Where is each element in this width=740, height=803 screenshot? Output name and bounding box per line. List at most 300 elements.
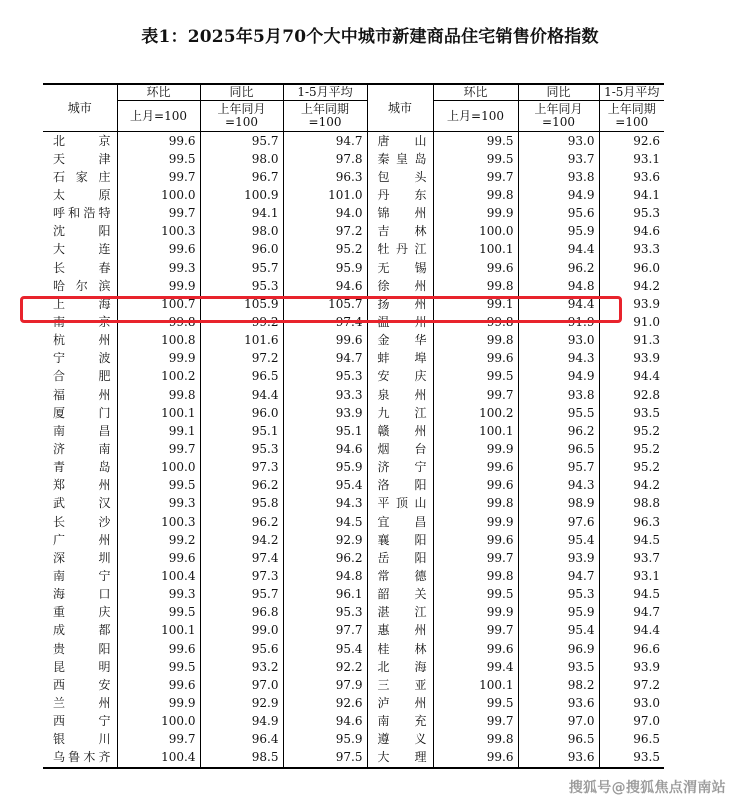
- table-row: [43, 368, 664, 386]
- index-cell: 92.6: [633, 133, 660, 148]
- city-cell: 湛江: [367, 604, 433, 622]
- index-cell: 97.0: [518, 713, 599, 731]
- index-cell: 97.2: [283, 223, 367, 241]
- index-cell: 100.0: [117, 459, 200, 477]
- index-cell: 99.5: [433, 132, 518, 151]
- index-cell: 95.8: [200, 495, 283, 513]
- index-cell: 95.9: [283, 459, 367, 477]
- index-cell: 99.3: [117, 586, 200, 604]
- index-cell: 99.6: [433, 350, 518, 368]
- index-cell: 99.4: [433, 658, 518, 676]
- index-cell: 93.9: [633, 351, 660, 366]
- index-cell: 98.0: [200, 150, 283, 168]
- index-cell: 99.9: [117, 694, 200, 712]
- city-cell: 赣州: [367, 422, 433, 440]
- city-cell: 宜昌: [367, 513, 433, 531]
- header-avg-base-2: 上年同期=100: [599, 101, 664, 132]
- index-cell: 99.8: [433, 277, 518, 295]
- table-row: [43, 259, 664, 277]
- index-cell: 97.2: [200, 350, 283, 368]
- index-cell: 100.8: [117, 332, 200, 350]
- index-cell: 94.5: [633, 587, 660, 602]
- index-cell: 99.7: [117, 168, 200, 186]
- header-yoy-base: 上年同月=100: [200, 101, 283, 132]
- city-cell: 天津: [43, 150, 117, 168]
- price-index-table: [43, 83, 664, 769]
- index-cell: 95.3: [633, 206, 660, 221]
- city-cell: 杭州: [43, 332, 117, 350]
- index-cell: 96.4: [200, 731, 283, 749]
- index-cell: 97.2: [633, 677, 660, 692]
- index-cell: 99.1: [433, 295, 518, 313]
- index-cell: 99.5: [433, 694, 518, 712]
- index-cell: 95.5: [518, 404, 599, 422]
- index-cell: 99.8: [117, 386, 200, 404]
- index-cell: 94.8: [518, 277, 599, 295]
- city-cell: 安庆: [367, 368, 433, 386]
- index-cell: 95.2: [633, 441, 660, 456]
- index-cell: 93.5: [599, 749, 664, 768]
- index-cell: 93.0: [518, 132, 599, 151]
- index-cell: 94.1: [633, 187, 660, 202]
- index-cell: 95.2: [283, 241, 367, 259]
- header-mom-2: 环比: [433, 84, 518, 101]
- index-cell: 97.6: [518, 513, 599, 531]
- index-cell: 95.4: [283, 477, 367, 495]
- index-cell: 94.2: [200, 531, 283, 549]
- city-cell: 洛阳: [367, 477, 433, 495]
- index-cell: 94.7: [283, 350, 367, 368]
- index-cell: 99.6: [283, 332, 367, 350]
- index-cell: 99.5: [117, 150, 200, 168]
- index-cell: 95.3: [518, 586, 599, 604]
- index-cell: 99.7: [433, 622, 518, 640]
- index-cell: 101.6: [200, 332, 283, 350]
- city-cell: 石家庄: [43, 168, 117, 186]
- index-cell: 99.0: [200, 622, 283, 640]
- table-row: [43, 459, 664, 477]
- city-cell: 九江: [367, 404, 433, 422]
- table-row: [43, 332, 664, 350]
- index-cell: 94.9: [518, 368, 599, 386]
- index-cell: 99.5: [117, 477, 200, 495]
- index-cell: 93.1: [633, 568, 660, 583]
- city-cell: 西安: [43, 676, 117, 694]
- index-cell: 105.9: [200, 295, 283, 313]
- index-cell: 93.3: [633, 242, 660, 257]
- city-cell: 三亚: [367, 676, 433, 694]
- index-cell: 93.9: [633, 296, 660, 311]
- index-cell: 99.5: [433, 150, 518, 168]
- index-cell: 96.2: [200, 513, 283, 531]
- index-cell: 99.8: [433, 495, 518, 513]
- city-cell: 福州: [43, 386, 117, 404]
- table-row: [43, 205, 664, 223]
- index-cell: 95.2: [633, 423, 660, 438]
- city-cell: 秦皇岛: [367, 150, 433, 168]
- index-cell: 94.8: [283, 567, 367, 585]
- index-cell: 95.1: [200, 422, 283, 440]
- index-cell: 99.5: [117, 604, 200, 622]
- index-cell: 99.6: [117, 676, 200, 694]
- index-cell: 99.9: [117, 350, 200, 368]
- index-cell: 99.8: [433, 731, 518, 749]
- index-cell: 100.4: [117, 567, 200, 585]
- table-row: [43, 513, 664, 531]
- index-cell: 96.5: [518, 440, 599, 458]
- header-yoy-base-2: 上年同月=100: [518, 101, 599, 132]
- city-cell: 大理: [367, 749, 433, 768]
- index-cell: 93.6: [518, 749, 599, 768]
- table-row: [43, 186, 664, 204]
- city-cell: 唐山: [367, 132, 433, 151]
- index-cell: 94.4: [518, 241, 599, 259]
- index-cell: 96.9: [518, 640, 599, 658]
- index-cell: 93.5: [633, 405, 660, 420]
- index-cell: 99.8: [433, 567, 518, 585]
- city-cell: 蚌埠: [367, 350, 433, 368]
- city-cell: 温州: [367, 313, 433, 331]
- index-cell: 100.7: [117, 295, 200, 313]
- index-cell: 94.3: [518, 477, 599, 495]
- city-cell: 太原: [43, 186, 117, 204]
- index-cell: 99.9: [433, 440, 518, 458]
- index-cell: 93.7: [633, 550, 660, 565]
- index-cell: 99.7: [117, 205, 200, 223]
- table-row: [43, 713, 664, 731]
- city-cell: 厦门: [43, 404, 117, 422]
- index-cell: 96.5: [633, 732, 660, 747]
- index-cell: 96.1: [283, 586, 367, 604]
- index-cell: 95.9: [283, 259, 367, 277]
- index-cell: 94.4: [518, 295, 599, 313]
- index-cell: 97.9: [283, 676, 367, 694]
- table-row: [43, 277, 664, 295]
- city-cell: 南充: [367, 713, 433, 731]
- index-cell: 93.6: [633, 169, 660, 184]
- index-cell: 99.9: [433, 513, 518, 531]
- index-cell: 92.6: [283, 694, 367, 712]
- index-cell: 100.0: [117, 713, 200, 731]
- index-cell: 99.9: [117, 277, 200, 295]
- index-cell: 94.1: [200, 205, 283, 223]
- index-cell: 97.8: [283, 150, 367, 168]
- index-cell: 96.2: [200, 477, 283, 495]
- index-cell: 99.9: [433, 604, 518, 622]
- table-row: [43, 440, 664, 458]
- index-cell: 95.4: [518, 622, 599, 640]
- index-cell: 98.2: [518, 676, 599, 694]
- index-cell: 99.6: [117, 241, 200, 259]
- city-cell: 北海: [367, 658, 433, 676]
- city-cell: 昆明: [43, 658, 117, 676]
- index-cell: 95.7: [518, 459, 599, 477]
- index-cell: 100.2: [433, 404, 518, 422]
- table-row: [43, 586, 664, 604]
- index-cell: 99.8: [433, 332, 518, 350]
- index-cell: 96.5: [200, 368, 283, 386]
- table-row: [43, 404, 664, 422]
- index-cell: 97.0: [633, 714, 660, 729]
- city-cell: 长沙: [43, 513, 117, 531]
- index-cell: 99.7: [117, 440, 200, 458]
- watermark: 搜狐号@搜狐焦点渭南站: [568, 780, 726, 796]
- index-cell: 100.1: [433, 241, 518, 259]
- index-cell: 99.2: [117, 531, 200, 549]
- table-row: [43, 350, 664, 368]
- index-cell: 95.9: [518, 223, 599, 241]
- index-cell: 100.1: [117, 622, 200, 640]
- index-cell: 94.4: [633, 369, 660, 384]
- table-body: [43, 132, 664, 768]
- index-cell: 100.4: [117, 749, 200, 768]
- city-cell: 呼和浩特: [43, 205, 117, 223]
- index-cell: 93.2: [200, 658, 283, 676]
- index-cell: 92.9: [200, 694, 283, 712]
- index-cell: 99.6: [433, 459, 518, 477]
- header-avg-base: 上年同期=100: [283, 101, 367, 132]
- index-cell: 94.6: [283, 440, 367, 458]
- index-cell: 93.0: [633, 695, 660, 710]
- index-cell: 94.6: [283, 713, 367, 731]
- index-cell: 94.4: [200, 386, 283, 404]
- header-yoy-2: 同比: [518, 84, 599, 101]
- table-row: [43, 150, 664, 168]
- table-row: [43, 549, 664, 567]
- index-cell: 92.8: [633, 387, 660, 402]
- city-cell: 韶关: [367, 586, 433, 604]
- table-row: [43, 731, 664, 749]
- index-cell: 96.2: [518, 422, 599, 440]
- table-row: [43, 694, 664, 712]
- table-title: 表1：2025年5月70个大中城市新建商品住宅销售价格指数: [141, 27, 599, 47]
- index-cell: 98.8: [633, 496, 660, 511]
- index-cell: 100.1: [433, 422, 518, 440]
- index-cell: 96.3: [633, 514, 660, 529]
- city-cell: 深圳: [43, 549, 117, 567]
- city-cell: 合肥: [43, 368, 117, 386]
- index-cell: 93.8: [518, 386, 599, 404]
- city-cell: 北京: [43, 132, 117, 151]
- index-cell: 98.5: [200, 749, 283, 768]
- index-cell: 93.8: [518, 168, 599, 186]
- index-cell: 94.6: [283, 277, 367, 295]
- index-cell: 96.6: [633, 641, 660, 656]
- city-cell: 成都: [43, 622, 117, 640]
- city-cell: 南昌: [43, 422, 117, 440]
- index-cell: 93.7: [518, 150, 599, 168]
- index-cell: 99.7: [433, 386, 518, 404]
- city-cell: 广州: [43, 531, 117, 549]
- index-cell: 94.7: [518, 567, 599, 585]
- city-cell: 长春: [43, 259, 117, 277]
- city-cell: 平顶山: [367, 495, 433, 513]
- index-cell: 96.0: [200, 404, 283, 422]
- index-cell: 97.3: [200, 567, 283, 585]
- table-row: [43, 622, 664, 640]
- index-cell: 100.9: [200, 186, 283, 204]
- index-cell: 95.7: [200, 132, 283, 151]
- city-cell: 哈尔滨: [43, 277, 117, 295]
- index-cell: 96.5: [518, 731, 599, 749]
- index-cell: 97.4: [283, 313, 367, 331]
- city-cell: 青岛: [43, 459, 117, 477]
- index-cell: 95.7: [200, 259, 283, 277]
- city-cell: 锦州: [367, 205, 433, 223]
- index-cell: 91.0: [633, 314, 660, 329]
- header-avg: 1-5月平均: [283, 84, 367, 101]
- table-row: [43, 477, 664, 495]
- index-cell: 99.2: [200, 313, 283, 331]
- index-cell: 95.3: [200, 277, 283, 295]
- index-cell: 99.6: [433, 531, 518, 549]
- index-cell: 99.3: [117, 495, 200, 513]
- table-row: [43, 495, 664, 513]
- table-row: [43, 386, 664, 404]
- index-cell: 94.3: [283, 495, 367, 513]
- city-cell: 乌鲁木齐: [43, 749, 117, 768]
- index-cell: 96.0: [200, 241, 283, 259]
- index-cell: 99.7: [117, 731, 200, 749]
- index-cell: 99.8: [433, 313, 518, 331]
- city-cell: 重庆: [43, 604, 117, 622]
- index-cell: 99.6: [117, 640, 200, 658]
- index-cell: 93.9: [633, 659, 660, 674]
- index-cell: 93.0: [518, 332, 599, 350]
- index-cell: 97.3: [200, 459, 283, 477]
- index-cell: 99.5: [433, 368, 518, 386]
- city-cell: 牡丹江: [367, 241, 433, 259]
- index-cell: 95.7: [200, 586, 283, 604]
- index-cell: 105.7: [283, 295, 367, 313]
- index-cell: 96.3: [283, 168, 367, 186]
- table-row: [43, 168, 664, 186]
- city-cell: 岳阳: [367, 549, 433, 567]
- index-cell: 97.0: [200, 676, 283, 694]
- index-cell: 94.9: [518, 186, 599, 204]
- city-cell: 武汉: [43, 495, 117, 513]
- city-cell: 桂林: [367, 640, 433, 658]
- city-cell: 大连: [43, 241, 117, 259]
- city-cell: 泉州: [367, 386, 433, 404]
- index-cell: 92.2: [283, 658, 367, 676]
- index-cell: 99.6: [433, 259, 518, 277]
- table-row: [43, 604, 664, 622]
- header-city: 城市: [43, 84, 117, 132]
- index-cell: 94.0: [283, 205, 367, 223]
- index-cell: 94.5: [633, 532, 660, 547]
- index-cell: 93.6: [518, 694, 599, 712]
- index-cell: 100.0: [117, 186, 200, 204]
- index-cell: 91.9: [518, 313, 599, 331]
- city-cell: 海口: [43, 586, 117, 604]
- city-cell: 吉林: [367, 223, 433, 241]
- index-cell: 93.5: [518, 658, 599, 676]
- index-cell: 95.9: [283, 731, 367, 749]
- index-cell: 96.0: [633, 260, 660, 275]
- index-cell: 99.8: [433, 186, 518, 204]
- index-cell: 94.3: [518, 350, 599, 368]
- index-cell: 97.4: [200, 549, 283, 567]
- city-cell: 遵义: [367, 731, 433, 749]
- index-cell: 95.3: [283, 604, 367, 622]
- index-cell: 100.0: [433, 223, 518, 241]
- index-cell: 99.7: [433, 549, 518, 567]
- city-cell: 上海: [43, 295, 117, 313]
- index-cell: 93.1: [633, 151, 660, 166]
- header-avg-2: 1-5月平均: [599, 84, 664, 101]
- index-cell: 99.3: [117, 259, 200, 277]
- city-cell: 泸州: [367, 694, 433, 712]
- table-row: [43, 640, 664, 658]
- index-cell: 94.2: [633, 478, 660, 493]
- city-cell: 无锡: [367, 259, 433, 277]
- city-cell: 惠州: [367, 622, 433, 640]
- index-cell: 96.2: [518, 259, 599, 277]
- city-cell: 沈阳: [43, 223, 117, 241]
- index-cell: 95.6: [200, 640, 283, 658]
- city-cell: 襄阳: [367, 531, 433, 549]
- city-cell: 郑州: [43, 477, 117, 495]
- city-cell: 南京: [43, 313, 117, 331]
- city-cell: 常德: [367, 567, 433, 585]
- index-cell: 99.7: [433, 713, 518, 731]
- index-cell: 95.1: [283, 422, 367, 440]
- city-cell: 扬州: [367, 295, 433, 313]
- index-cell: 94.2: [633, 278, 660, 293]
- header-mom: 环比: [117, 84, 200, 101]
- index-cell: 94.9: [200, 713, 283, 731]
- index-cell: 93.3: [283, 386, 367, 404]
- index-cell: 95.3: [200, 440, 283, 458]
- index-cell: 97.7: [283, 622, 367, 640]
- index-cell: 96.7: [200, 168, 283, 186]
- index-cell: 95.3: [283, 368, 367, 386]
- index-cell: 91.3: [633, 333, 660, 348]
- index-cell: 98.0: [200, 223, 283, 241]
- city-cell: 西宁: [43, 713, 117, 731]
- header-mom-base: 上月=100: [117, 101, 200, 132]
- index-cell: 96.8: [200, 604, 283, 622]
- city-cell: 丹东: [367, 186, 433, 204]
- table-row: [43, 676, 664, 694]
- index-cell: 93.9: [518, 549, 599, 567]
- table-row: [43, 132, 664, 151]
- index-cell: 101.0: [283, 186, 367, 204]
- table-row: [43, 531, 664, 549]
- shanghai-highlight-box: [20, 296, 622, 323]
- header-city-2: 城市: [367, 84, 433, 132]
- index-cell: 99.6: [433, 477, 518, 495]
- index-cell: 94.5: [283, 513, 367, 531]
- table-row: [43, 658, 664, 676]
- city-cell: 宁波: [43, 350, 117, 368]
- index-cell: 94.4: [633, 623, 660, 638]
- index-cell: 99.8: [117, 313, 200, 331]
- header-mom-base-2: 上月=100: [433, 101, 518, 132]
- city-cell: 贵阳: [43, 640, 117, 658]
- city-cell: 烟台: [367, 440, 433, 458]
- index-cell: 99.6: [117, 132, 200, 151]
- index-cell: 95.2: [633, 460, 660, 475]
- table-row: [43, 223, 664, 241]
- index-cell: 97.5: [283, 749, 367, 768]
- index-cell: 93.9: [283, 404, 367, 422]
- index-cell: 92.9: [283, 531, 367, 549]
- table-row: [43, 749, 664, 768]
- city-cell: 金华: [367, 332, 433, 350]
- index-cell: 94.7: [283, 132, 367, 151]
